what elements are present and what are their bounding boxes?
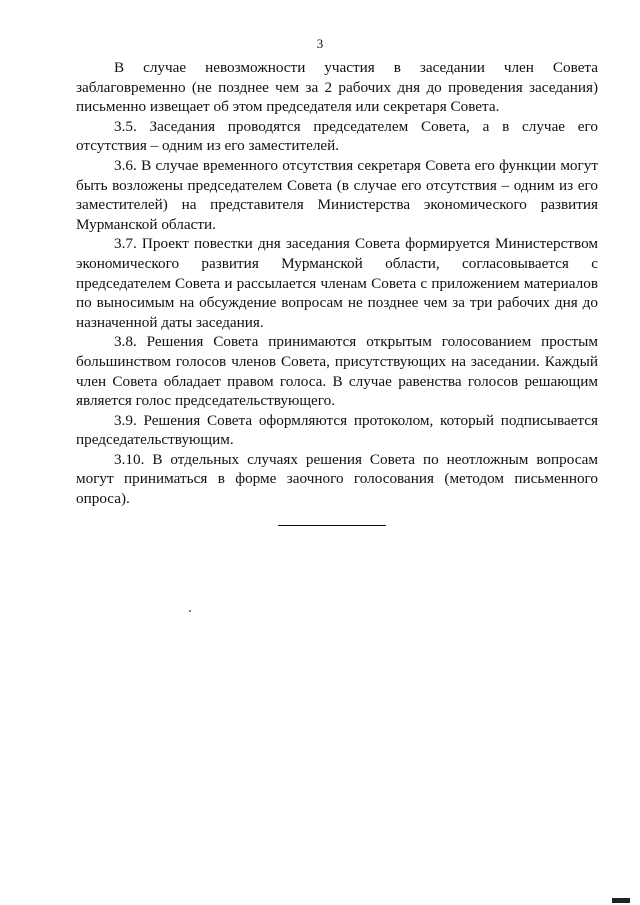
- document-body: [76, 58, 598, 509]
- paragraph-3-10: 3.10. В отдельных случаях решения Совета по неотложным вопросам могут приниматься в форме заочного голосования (методом письменного опроса).: [76, 450, 598, 508]
- paragraph-3-5: 3.5. Заседания проводятся председателем Совета, а в случае его отсутствия – одним из его заместителей.: [76, 117, 598, 155]
- scan-speck: [189, 610, 191, 612]
- paragraph-3-4-continuation: В случае невозможности участия в заседании член Совета заблаговременно (не позднее чем за 2 рабочих дня до проведения заседания) письменно извещает об этом председателя или секретаря Совета.: [76, 59, 598, 116]
- end-of-document-rule: [278, 525, 386, 526]
- paragraph-3-8: 3.8. Решения Совета принимаются открытым голосованием простым большинством голосов членов Совета, присутствующих на заседании. Каждый член Совета обладает правом голоса. В случае равенства голосов решающим является голос председательствующего.: [76, 333, 598, 410]
- paragraph-3-9: 3.9. Решения Совета оформляются протоколом, который подписывается председательствующим.: [76, 411, 598, 449]
- paragraph-3-7: 3.7. Проект повестки дня заседания Совета формируется Министерством экономического развития Мурманской области, согласовывается с председателем Совета и рассылается членам Совета с приложением материалов по выносимым на обсуждение вопросам не позднее чем за три рабочих дня до назначенной даты заседания.: [76, 235, 598, 331]
- paragraph-3-6: 3.6. В случае временного отсутствия секретаря Совета его функции могут быть возложены председателем Совета (в случае его отсутствия – одним из его заместителей) на представителя Министерства экономического развития Мурманской области.: [76, 156, 598, 233]
- page-number: 3: [316, 36, 324, 51]
- scan-corner-mark: [612, 898, 630, 903]
